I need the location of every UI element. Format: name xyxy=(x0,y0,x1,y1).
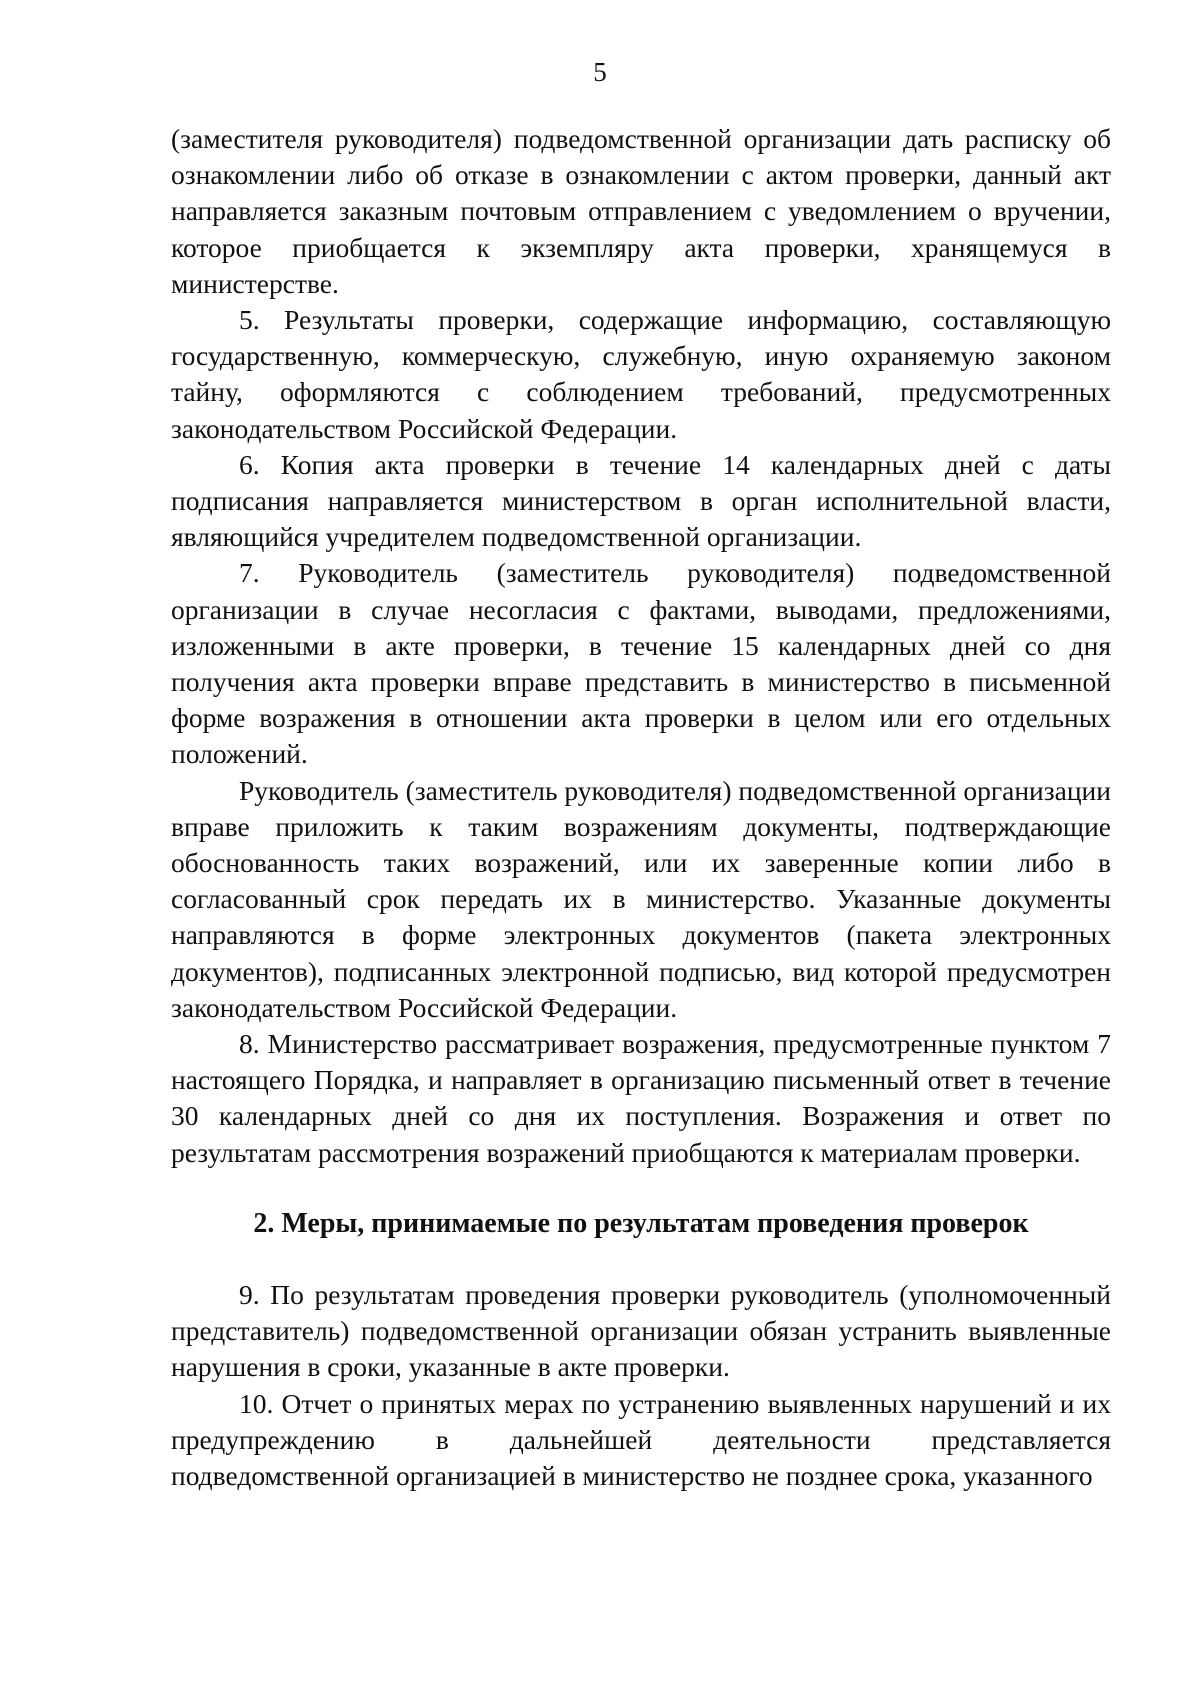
paragraph-item-5: 5. Результаты проверки, содержащие информацию, составляющую государственную, коммерческую, служебную, иную охраняемую законом тайну, оформляются с соблюдением требований, предусмотренных законодательством Российской Федерации. xyxy=(171,304,1111,444)
section-heading: 2. Меры, принимаемые по результатам проведения проверок xyxy=(253,1207,1029,1239)
document-body xyxy=(171,121,1111,1494)
paragraph-continuation: (заместителя руководителя) подведомственной организации дать расписку об ознакомлении либо об отказе в ознакомлении с актом проверки, данный акт направляется заказным почтовым отправлением с уведомлением о вручении, которое приобщается к экземпляру акта проверки, хранящемуся в министерстве. xyxy=(171,123,1111,299)
paragraph-item-7: 7. Руководитель (заместитель руководителя) подведомственной организации в случае несогласия с фактами, выводами, предложениями, изложенными в акте проверки, в течение 15 календарных дней со дня получения акта проверки вправе представить в министерство в письменной форме возражения в отношении акта проверки в целом или его отдельных положений. xyxy=(171,557,1111,770)
paragraph-item-6: 6. Копия акта проверки в течение 14 календарных дней с даты подписания направляется министерством в орган исполнительной власти, являющийся учредителем подведомственной организации. xyxy=(171,448,1111,553)
page-number: 5 xyxy=(593,57,607,87)
paragraph-item-10: 10. Отчет о принятых мерах по устранению выявленных нарушений и их предупреждению в дальнейшей деятельности представляется подведомственной организацией в министерство не позднее срока, указанного xyxy=(171,1387,1111,1491)
paragraph-item-7-continued: Руководитель (заместитель руководителя) подведомственной организации вправе приложить к таким возражениям документы, подтверждающие обоснованность таких возражений, или их заверенные копии либо в согласованный срок передать их в министерство. Указанные документы направляются в форме электронных документов (пакета электронных документов), подписанных электронной подписью, вид которой предусмотрен законодательством Российской Федерации. xyxy=(171,774,1111,1023)
paragraph-item-8: 8. Министерство рассматривает возражения, предусмотренные пунктом 7 настоящего Порядка, и направляет в организацию письменный ответ в течение 30 календарных дней со дня их поступления. Возражения и ответ по результатам рассмотрения возражений приобщаются к материалам проверки. xyxy=(171,1028,1111,1168)
paragraph-item-9: 9. По результатам проведения проверки руководитель (уполномоченный представитель) подведомственной организации обязан устранить выявленные нарушения в сроки, указанные в акте проверки. xyxy=(171,1278,1111,1383)
